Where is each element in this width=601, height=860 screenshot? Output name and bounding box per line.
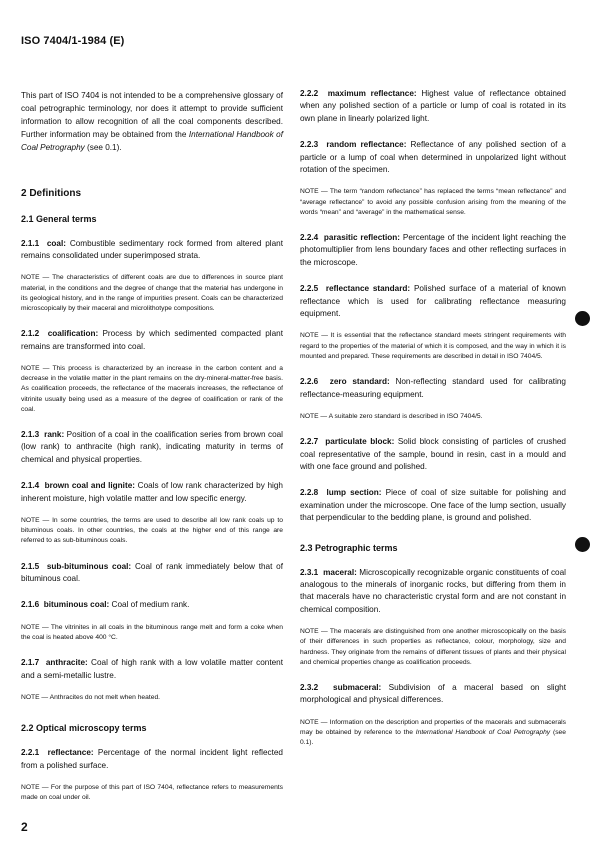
- term-2-2-6: 2.2.6 zero standard: Non-reflecting standard used for calibrating reflectance-measuring equipment.: [300, 377, 566, 399]
- note-2-3-2: NOTE — Information on the description and properties of the macerals and submacerals may be obtained by reference to the International Handbook of Coal Petrography (see 0.1).: [300, 718, 566, 747]
- term-2-2-2: 2.2.2 maximum reflectance: Highest value of reflectance obtained when any polished section of a particle or lump of coal is rotated in its own plane in linearly polarized light.: [300, 89, 566, 123]
- term-2-3-2: 2.3.2 submaceral: Subdivision of a maceral based on slight morphological and physical differences.: [300, 682, 566, 705]
- term-2-1-4: 2.1.4 brown coal and lignite: Coals of low rank characterized by high inherent moisture, high volatile matter and low specific energy.: [21, 481, 283, 503]
- term-2-2-1: 2.2.1 reflectance: Percentage of the normal incident light reflected from a polished surface.: [21, 748, 283, 770]
- page-number: 2: [21, 820, 28, 834]
- term-2-1-3: 2.1.3 rank: Position of a coal in the coalification series from brown coal (low rank) to anthracite (high rank), indicating maturity in terms of chemical and physical properties.: [21, 429, 283, 464]
- punch-hole-bottom: [575, 537, 590, 552]
- term-2-1-7: 2.1.7 anthracite: Coal of high rank with a low volatile matter content and a semi-metallic lustre.: [21, 658, 283, 680]
- term-2-2-7: 2.2.7 particulate block: Solid block consisting of particles of crushed coal representative of the sample, bound in resin, cast in a mould and with one face ground and polished.: [300, 437, 566, 471]
- document-header: ISO 7404/1-1984 (E): [21, 35, 125, 47]
- note-2-1-2: NOTE — This process is characterized by an increase in the carbon content and a decrease in the volatile matter in the plant remains on the dry-mineral-matter-free basis. As coalification proceeds, the reflectance of the macerals increases, the reflectance of vitrinite usually being used as a measure of the degree of coalification or rank of the coal.: [21, 364, 283, 413]
- note-2-1-4: NOTE — In some countries, the terms are used to describe all low rank coals up to bituminous coals. In other countries, the coals at the higher end of this range are referred to as sub-bituminous coals.: [21, 517, 283, 545]
- punch-hole-top: [575, 311, 590, 326]
- subsection-heading-general-terms: 2.1 General terms: [21, 213, 97, 224]
- note-2-2-6: NOTE — A suitable zero standard is described in ISO 7404/5.: [300, 412, 483, 420]
- term-2-1-5: 2.1.5 sub-bituminous coal: Coal of rank immediately below that of bituminous coal.: [21, 561, 283, 584]
- note-2-1-7: NOTE — Anthracites do not melt when heated.: [21, 694, 161, 702]
- note-2-2-1: NOTE — For the purpose of this part of ISO 7404, reflectance refers to measurements made on coal under oil.: [21, 784, 283, 802]
- note-2-1-1: NOTE — The characteristics of different coals are due to differences in source plant material, in the conditions and the degree of change that the material has undergone in its geological history, and in the range of impurities present. Coals can be characterized microscopically by their maceral and microlithotype compositions.: [21, 274, 283, 312]
- note-2-2-3: NOTE — The term “random reflectance” has replaced the terms “mean reflectance” and “average reflectance” to avoid any possible confusion arising from the meaning of the words “mean” and “average” in the mathematical sense.: [300, 188, 566, 216]
- term-2-1-1: 2.1.1 coal: Combustible sedimentary rock formed from altered plant remains consolidated under superimposed strata.: [21, 238, 283, 260]
- note-2-2-5: NOTE — It is essential that the reflectance standard meets stringent requirements with regard to the properties of the material of which it is composed, and the way in which it is mounted and prepared. These requirements are described in detail in ISO 7404/5.: [300, 332, 566, 360]
- term-2-1-2: 2.1.2 coalification: Process by which sedimented compacted plant remains are transformed into coal.: [21, 329, 283, 351]
- subsection-heading-petrographic: 2.3 Petrographic terms: [300, 542, 398, 553]
- term-2-2-8: 2.2.8 lump section: Piece of coal of size suitable for polishing and examination under the microscope. One face of the lump section, usually that perpendicular to the bedding plane, is ground and polished.: [300, 488, 566, 523]
- term-2-2-3: 2.2.3 random reflectance: Reflectance of any polished section of a particle or a lump of coal when determined in unpolarized light without rotation of the specimen.: [300, 140, 566, 175]
- term-2-2-5: 2.2.5 reflectance standard: Polished surface of a material of known reflectance which is used for calibrating reflectance measuring equipment.: [300, 284, 566, 319]
- left-column: [21, 90, 283, 803]
- note-2-3-1: NOTE — The macerals are distinguished from one another microscopically on the basis of their differences in such properties as reflectance, colour, morphology, size and hardness. They originate from the remains of different tissues of plants and their physical and chemical properties change as coalification proceeds.: [300, 628, 566, 666]
- subsection-heading-optical: 2.2 Optical microscopy terms: [21, 723, 147, 734]
- intro-paragraph: This part of ISO 7404 is not intended to be a comprehensive glossary of coal petrographic terminology, nor does it attempt to provide sufficient information to allow recognition of all the coal components described. Further information may be obtained from the International Handbook of Coal Petrography (see 0.1).: [21, 91, 283, 152]
- section-heading-definitions: 2 Definitions: [21, 187, 82, 199]
- term-2-3-1: 2.3.1 maceral: Microscopically recognizable organic constituents of coal analogous to the minerals of inorganic rocks, but differing from them in that macerals have no characteristic crystal form and are not constant in chemical composition.: [300, 567, 566, 614]
- term-2-1-6: 2.1.6 bituminous coal: Coal of medium rank.: [21, 600, 190, 610]
- note-2-1-6: NOTE — The vitrinites in all coals in the bituminous range melt and form a coke when the coal is heated above 400 °C.: [21, 623, 283, 642]
- term-2-2-4: 2.2.4 parasitic reflection: Percentage of the incident light reaching the photomultiplier from lens boundary faces and other reflecting surfaces in the microscope.: [300, 233, 567, 267]
- right-column: [300, 88, 566, 748]
